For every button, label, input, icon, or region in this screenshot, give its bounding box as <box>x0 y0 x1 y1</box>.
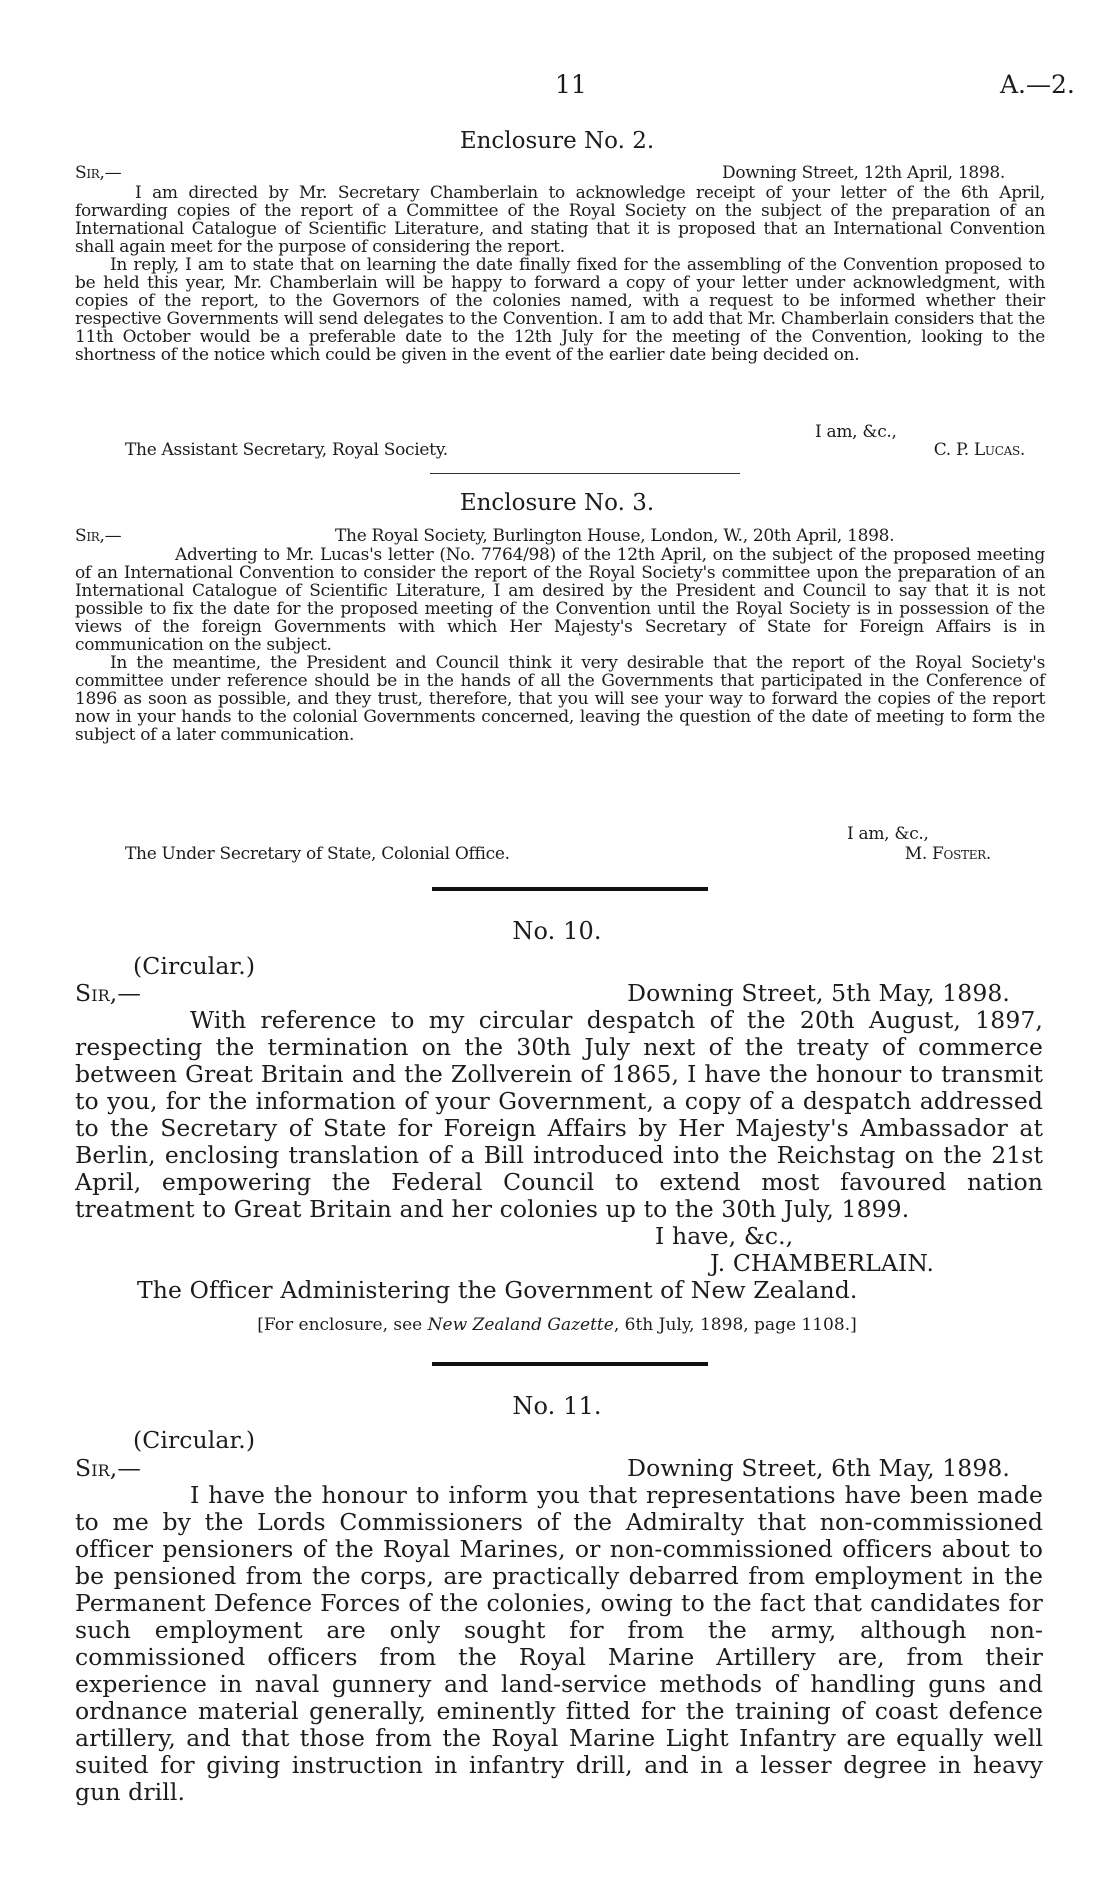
enclosure-2-salutation-row <box>75 164 1045 182</box>
enclosure-2-closing: I am, &c., <box>815 422 897 442</box>
enclosure-2-place-date: Downing Street, 12th April, 1898. <box>722 163 1005 183</box>
no-11-heading: No. 11. <box>512 1392 602 1420</box>
no-10-closing: I have, &c., <box>655 1222 794 1250</box>
section-divider <box>430 473 740 474</box>
section-divider-heavy <box>432 1362 708 1366</box>
no-11-salutation-row <box>75 1455 1010 1482</box>
section-divider-heavy <box>432 887 708 891</box>
no-11-circular-label: (Circular.) <box>133 1426 256 1454</box>
enclosure-3-salutation-row <box>75 527 1045 545</box>
no-10-paragraph: With reference to my circular despatch of the 20th August, 1897, respecting the termination on the 30th July next of the treaty of commerce between Great Britain and the Zollverein of 1865, I have the honour to transmit to you, for the information of your Government, a copy of a despatch addressed to the Secretary of State for Foreign Affairs by Her Majesty's Ambassador at Berlin, enclosing translation of a Bill introduced into the Reichstag on the 21st April, empowering the Federal Council to extend most favoured nation treatment to Great Britain and her colonies up to the 30th July, 1899. <box>75 1006 1043 1223</box>
enclosure-2-paragraph: In reply, I am to state that on learning the date finally fixed for the assembling of the Convention proposed to be held this year, Mr. Chamberlain will be happy to forward a copy of your letter under acknowledgment, with copies of the report, to the Governors of the colonies named, with a request to be informed whether their respective Governments will send delegates to the Convention. I am to add that Mr. Chamberlain considers that the 11th October would be a preferable date to the 12th July for the meeting of the Convention, looking to the shortness of the notice which could be given in the event of the earlier date being decided on. <box>75 255 1045 365</box>
enclosure-3-signature-row <box>125 845 991 863</box>
no-10-place-date: Downing Street, 5th May, 1898. <box>627 979 1010 1007</box>
enclosure-2-signatory: C. P. Lucas. <box>933 440 1025 460</box>
no-10-salutation-row <box>75 980 1010 1007</box>
no-11-body <box>75 1482 1043 1806</box>
enclosure-3-body <box>75 546 1045 744</box>
no-10-circular-label: (Circular.) <box>133 952 256 980</box>
document-reference: A.—2. <box>1000 70 1075 99</box>
enclosure-2-addressee: The Assistant Secretary, Royal Society. <box>125 440 448 460</box>
enclosure-note-source: New Zealand Gazette <box>427 1315 614 1335</box>
enclosure-3-salutation: Sir,— <box>75 526 122 546</box>
enclosure-3-closing: I am, &c., <box>847 824 929 844</box>
no-11-place-date: Downing Street, 6th May, 1898. <box>627 1454 1010 1482</box>
no-10-enclosure-note <box>0 1315 1114 1335</box>
enclosure-3-paragraph: Adverting to Mr. Lucas's letter (No. 7764/98) of the 12th April, on the subject of the proposed meeting of an International Convention to consider the report of the Royal Society's committee upon the preparation of an International Catalogue of Scientific Literature, I am desired by the President and Council to say that it is not possible to fix the date for the proposed meeting of the Convention until the Royal Society is in possession of the views of the foreign Governments with which Her Majesty's Secretary of State for Foreign Affairs is in communication on the subject. <box>75 545 1045 655</box>
no-10-heading: No. 10. <box>512 917 602 945</box>
no-11-paragraph: I have the honour to inform you that representations have been made to me by the Lords Commissioners of the Admiralty that non-commissioned officer pensioners of the Royal Marines, or non-commissioned officers about to be pensioned from the corps, are practically debarred from employment in the Permanent Defence Forces of the colonies, owing to the fact that candidates for such employment are only sought for from the army, although non-commissioned officers from the Royal Marine Artillery are, from their experience in naval gunnery and land-service methods of handling guns and ordnance material generally, eminently fitted for the training of coast defence artillery, and that those from the Royal Marine Light Infantry are equally well suited for giving instruction in infantry drill, and in a lesser degree in heavy gun drill. <box>75 1481 1043 1806</box>
enclosure-3-paragraph: In the meantime, the President and Council think it very desirable that the report of the Royal Society's committee under reference should be in the hands of all the Governments that participated in the Conference of 1896 as soon as possible, and they trust, therefore, that you will see your way to forward the copies of the report now in your hands to the colonial Governments concerned, leaving the question of the date of meeting to form the subject of a later communication. <box>75 653 1045 745</box>
no-11-salutation: Sir,— <box>75 1454 141 1482</box>
no-10-salutation: Sir,— <box>75 979 141 1007</box>
enclosure-note-prefix: [For enclosure, see <box>257 1315 423 1335</box>
enclosure-2-heading: Enclosure No. 2. <box>459 128 655 154</box>
enclosure-3-addressee: The Under Secretary of State, Colonial Office. <box>125 844 510 864</box>
no-10-signatory: J. CHAMBERLAIN. <box>710 1249 935 1277</box>
enclosure-3-place-date: The Royal Society, Burlington House, London, W., 20th April, 1898. <box>335 526 895 546</box>
enclosure-3-heading: Enclosure No. 3. <box>459 490 655 516</box>
enclosure-3-signatory: M. Foster. <box>904 844 991 864</box>
enclosure-2-paragraph: I am directed by Mr. Secretary Chamberlain to acknowledge receipt of your letter of the 6th April, forwarding copies of the report of a Committee of the Royal Society on the subject of the preparation of an International Catalogue of Scientific Literature, and stating that it is proposed that an International Convention shall again meet for the purpose of considering the report. <box>75 183 1045 257</box>
page-number: 11 <box>555 70 587 99</box>
no-10-addressee: The Officer Administering the Government of New Zealand. <box>137 1276 858 1304</box>
no-10-body <box>75 1007 1043 1223</box>
enclosure-2-body <box>75 184 1045 364</box>
enclosure-2-salutation: Sir,— <box>75 163 122 183</box>
enclosure-note-suffix: , 6th July, 1898, page 1108.] <box>613 1315 857 1335</box>
enclosure-2-signature-row <box>125 441 1025 459</box>
